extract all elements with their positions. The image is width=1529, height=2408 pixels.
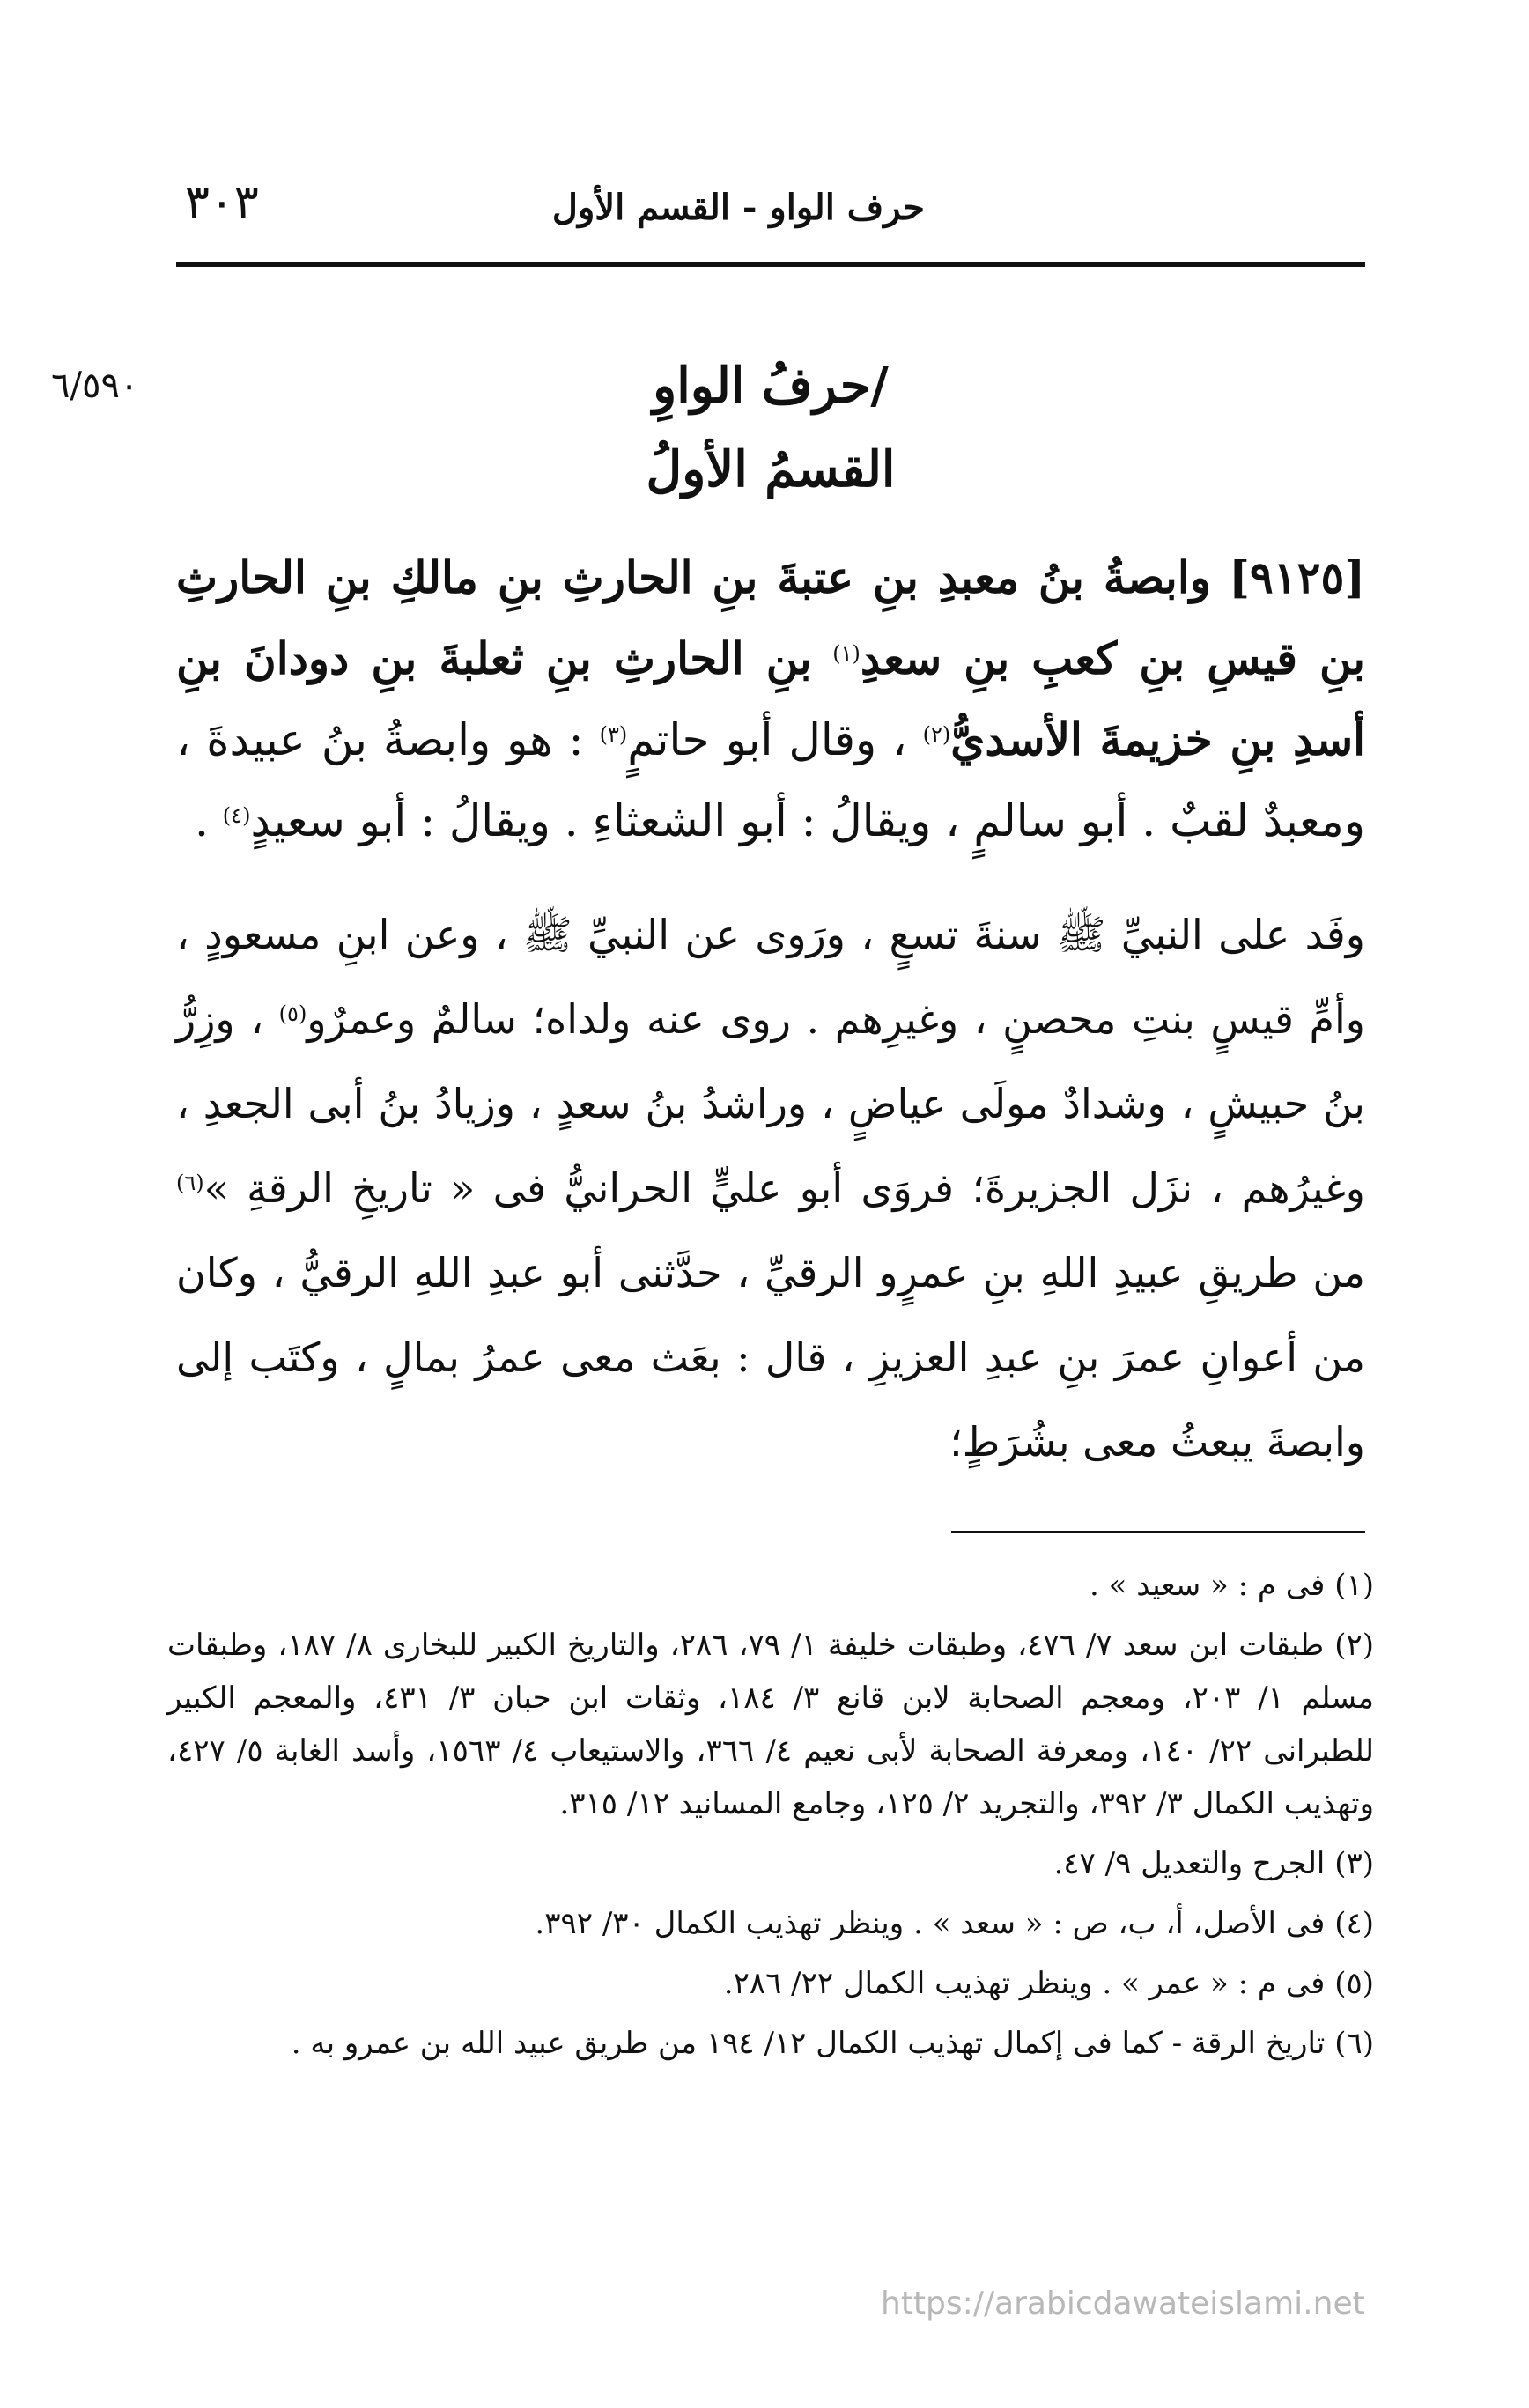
footnote-ref: (١)	[832, 641, 861, 666]
entry-number: [٩١٢٥]	[1229, 551, 1365, 603]
main-text	[176, 537, 1365, 1484]
footnote-ref: (٥)	[278, 1001, 307, 1026]
entry-name-part: بنِ الحارثِ بنِ ثعلبةَ بنِ دودانَ بنِ أسدِ بنِ خزيمةَ الأسديُّ	[176, 632, 1365, 765]
chapter-title: /حرفُ الواوِ	[653, 357, 889, 415]
entry-name-part: وابصةُ بنُ معبدِ بنِ عتبةَ بنِ الحارثِ بنِ مالكِ بنِ الحارثِ بنِ قيسِ بنِ كعبِ بنِ سعدِ	[176, 551, 1365, 684]
footnote: (٤) فى الأصل، أ، ب، ص : « سعد » . وينظر تهذيب الكمال ٣٠/ ٣٩٢.	[535, 1906, 1374, 1941]
paragraph-text: من طريقِ عبيدِ اللهِ بنِ عمرٍو الرقيِّ ، حدَّثنى أبو عبدِ اللهِ الرقيُّ ، وكان من أعوانِ عمرَ بنِ عبدِ العزيزِ ، قال : بعَث معى عمرُ بمالٍ ، وكتَب إلى وابصةَ يبعثُ معى بشُرَطٍ؛	[176, 1249, 1365, 1466]
chapter-subtitle: القسمُ الأولُ	[646, 440, 896, 499]
footnotes	[167, 1559, 1374, 2077]
footnote: (١) فى م : « سعيد » .	[1090, 1568, 1374, 1603]
paragraph-text: وفَد على النبيِّ ﷺ سنةَ تسعٍ ، ورَوى عن النبيِّ ﷺ ، وعن ابنِ مسعودٍ ، وأمِّ قيسٍ بنتِ محصنٍ ، وغيرِهم . روى عنه ولداه؛ سالمٌ وعمرٌو	[176, 911, 1365, 1043]
footnote-ref: (٢)	[922, 722, 951, 747]
margin-reference: ٦/٥٩٠	[51, 366, 139, 406]
entry-text: ، وقال أبو حاتمٍ	[627, 714, 907, 765]
footnote: (٢) طبقات ابن سعد ٧/ ٤٧٦، وطبقات خليفة ١/ ٧٩، ٢٨٦، والتاريخ الكبير للبخارى ٨/ ١٨٧، وطبقات مسلم ١/ ٢٠٣، ومعجم الصحابة لابن قانع ٣/ ١٨٤، وثقات ابن حبان ٣/ ٤٣١، والمعجم الكبير للطبرانى ٢٢/ ١٤٠، ومعرفة الصحابة لأبى نعيم ٤/ ٣٦٦، والاستيعاب ٤/ ١٥٦٣، وأسد الغابة ٥/ ٤٢٧، وتهذيب الكمال ٣/ ٣٩٢، والتجريد ٢/ ١٢٥، وجامع المسانيد ١٢/ ٣١٥.	[167, 1628, 1375, 1821]
entry-text: : هو وابصةُ بنُ عبيدةَ ، ومعبدٌ لقبٌ . أبو سالمٍ ، ويقالُ : أبو الشعثاءِ . ويقالُ : أبو سعيدٍ	[176, 714, 1365, 846]
running-title: حرف الواو - القسم الأول	[551, 187, 925, 228]
footnote: (٣) الجرح والتعديل ٩/ ٤٧.	[1053, 1846, 1374, 1881]
entry-text: .	[194, 795, 209, 846]
footnote: (٦) تاريخ الرقة - كما فى إكمال تهذيب الكمال ١٢/ ١٩٤ من طريق عبيد الله بن عمرو به .	[291, 2026, 1374, 2061]
footnote-ref: (٦)	[176, 1171, 204, 1195]
paragraph-text: ، وزِرُّ بنُ حبيشٍ ، وشدادٌ مولَى عياضٍ ، وراشدُ بنُ سعدٍ ، وزيادُ بنُ أبى الجعدِ ، وغيرُهم ، نزَل الجزيرةَ؛ فروَى أبو عليٍّ الحرانيُّ فى « تاريخِ الرقةِ »	[176, 995, 1365, 1212]
page-number: ٣٠٣	[185, 176, 259, 229]
footnote-ref: (٤)	[222, 803, 251, 828]
biography-paragraph	[176, 892, 1365, 1484]
biography-entry	[176, 537, 1365, 861]
header-rule	[176, 262, 1365, 267]
footnote-ref: (٣)	[599, 722, 628, 747]
footnote-separator	[951, 1531, 1365, 1533]
footnote: (٥) فى م : « عمر » . وينظر تهذيب الكمال ٢٢/ ٢٨٦.	[723, 1966, 1374, 2001]
watermark-url: https://arabicdawateislami.net	[881, 2286, 1365, 2322]
page-header	[176, 176, 1365, 238]
